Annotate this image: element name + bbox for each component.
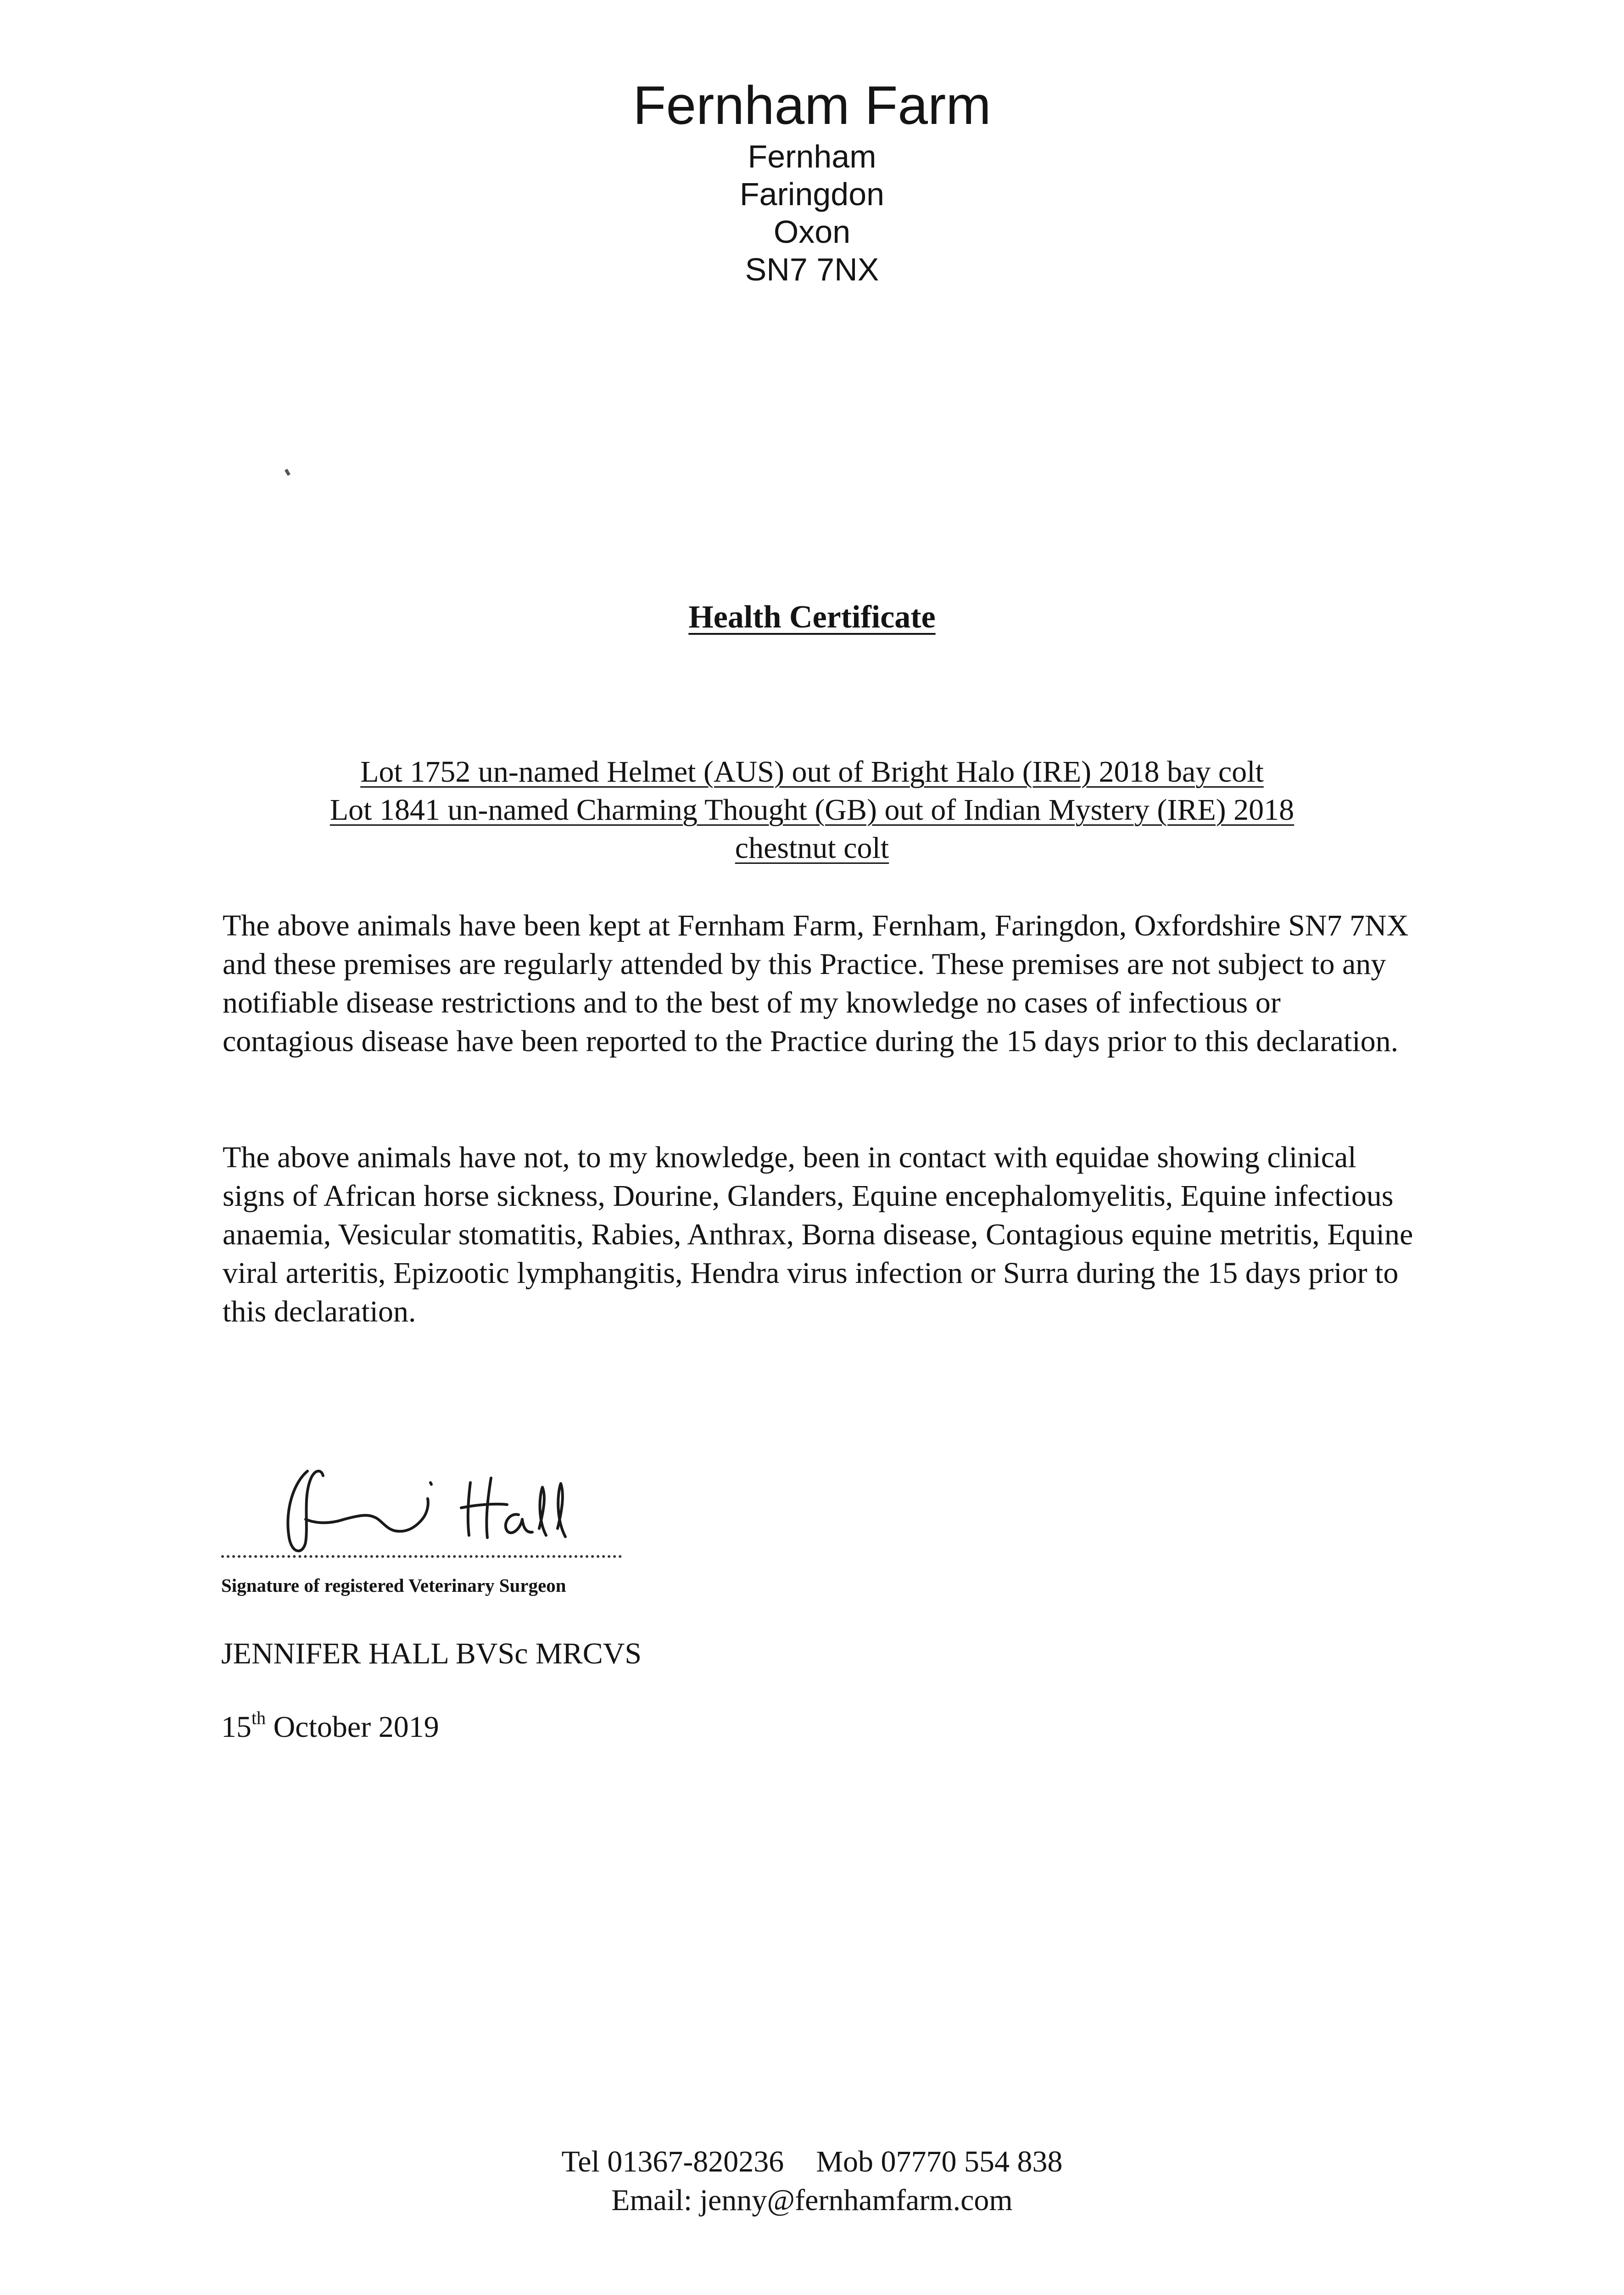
address-line-village: Fernham — [748, 139, 876, 174]
signature-caption: Signature of registered Veterinary Surgeon — [221, 1575, 566, 1596]
handwritten-signature — [275, 1450, 624, 1556]
signature-line — [221, 1555, 622, 1558]
letterhead — [0, 73, 1624, 288]
scan-speck — [285, 469, 290, 476]
lot-list — [0, 753, 1624, 867]
farm-name: Fernham Farm — [633, 75, 991, 136]
date-suffix: th — [251, 1707, 266, 1728]
footer-mobile: Mob 07770 554 838 — [816, 2145, 1063, 2178]
footer-email: Email: jenny@fernhamfarm.com — [611, 2183, 1013, 2217]
certificate-title: Health Certificate — [688, 599, 936, 635]
footer-telephone: Tel 01367-820236 — [561, 2145, 784, 2178]
contact-footer — [0, 2143, 1624, 2220]
premises-paragraph: The above animals have been kept at Fernham Farm, Fernham, Faringdon, Oxfordshire SN7 7NX and these premises are regularly attended by this Practice. These premises are not subject to any notifiable disease restrictions and to the best of my knowledge no cases of infectious or contagious disease have been reported to the Practice during the 15 days prior to this declaration. — [223, 909, 1409, 1058]
address-line-town: Faringdon — [739, 176, 885, 212]
address-line-county: Oxon — [773, 214, 851, 250]
address-line-postcode: SN7 7NX — [745, 252, 879, 287]
lot-line-1841: Lot 1841 un-named Charming Thought (GB) out of Indian Mystery (IRE) 2018 — [329, 793, 1295, 827]
lot-line-1752: Lot 1752 un-named Helmet (AUS) out of Bright Halo (IRE) 2018 bay colt — [360, 755, 1264, 789]
disease-contact-paragraph: The above animals have not, to my knowledge, been in contact with equidae showing clinical signs of African horse sickness, Dourine, Glanders, Equine encephalomyelitis, Equine infectious anaemia, Vesicular stomatitis, Rabies, Anthrax, Borna disease, Contagious equine metritis, Equine viral arteritis, Epizootic lymphangitis, Hendra virus infection or Surra during the 15 days prior to this declaration. — [223, 1141, 1413, 1328]
date-day: 15 — [221, 1710, 251, 1744]
certificate-date — [221, 1707, 439, 1745]
lot-line-1841-continued: chestnut colt — [735, 831, 889, 865]
vet-name: JENNIFER HALL BVSc MRCVS — [221, 1637, 642, 1670]
date-month-year: October 2019 — [273, 1710, 439, 1744]
